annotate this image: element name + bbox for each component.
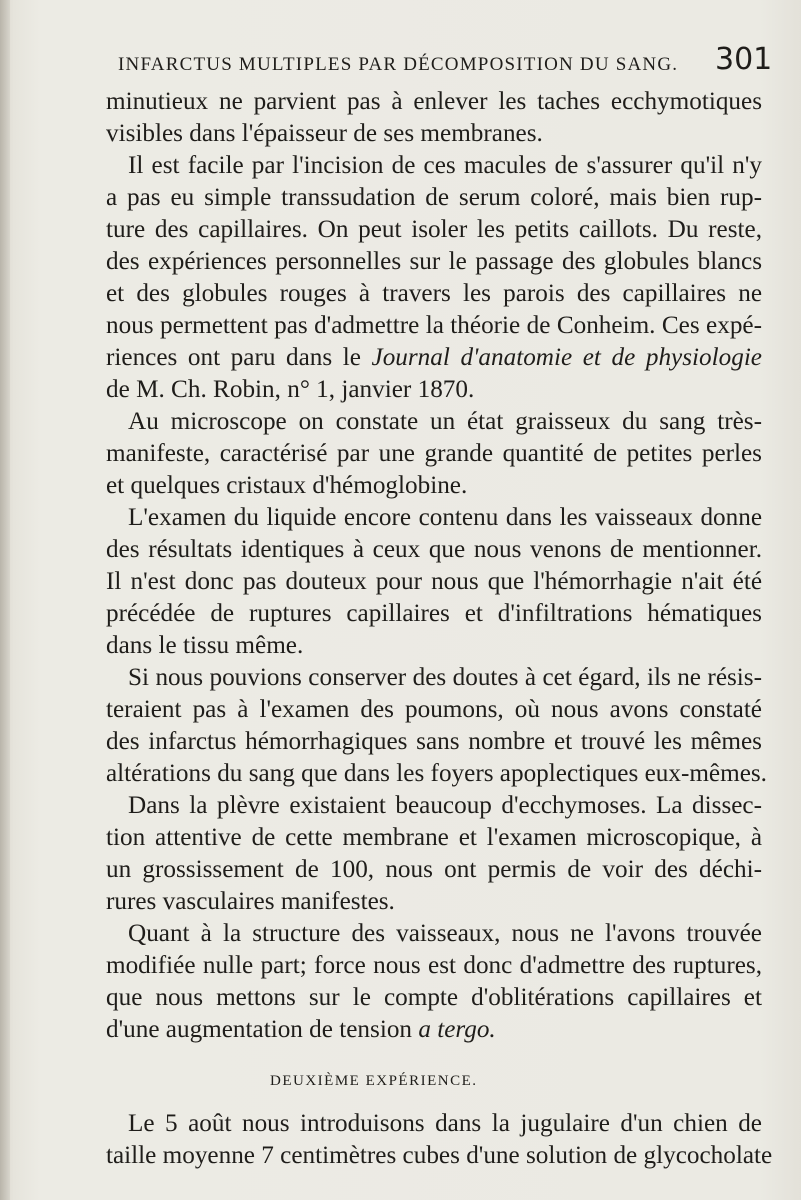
text-line: minutieux ne parvient pas à enlever les taches ecchymotiques: [106, 88, 762, 115]
text-line: Il est facile par l'incision de ces macules de s'assurer qu'il n'y: [128, 152, 762, 179]
text-line: rures vasculaires manifestes.: [106, 888, 395, 915]
text-line: [106, 1014, 762, 1046]
text-line: des infarctus hémorrhagiques sans nombre et trouvé les mêmes: [106, 728, 762, 755]
text-line: manifeste, caractérisé par une grande quantité de petites perles: [106, 440, 762, 467]
italic-phrase: a tergo.: [418, 1016, 496, 1043]
text-line: L'examen du liquide encore contenu dans les vaisseaux donne: [128, 504, 762, 531]
journal-title: Journal d'anatomie et de physiologie: [371, 344, 762, 371]
text-line: Il n'est donc pas douteux pour nous que l'hémorrhagie n'ait été: [106, 568, 762, 595]
text-segment: riences ont paru dans le: [106, 344, 372, 371]
text-line: des expériences personnelles sur le passage des globules blancs: [106, 248, 762, 275]
text-line: Quant à la structure des vaisseaux, nous ne l'avons trouvée: [128, 920, 762, 947]
text-line: Le 5 août nous introduisons dans la jugulaire d'un chien de: [128, 1110, 762, 1137]
page-number: 301: [715, 42, 773, 77]
text-line: tion attentive de cette membrane et l'examen microscopique, à: [106, 824, 762, 851]
text-line: un grossissement de 100, nous ont permis de voir des déchi-: [106, 856, 762, 883]
text-line: altérations du sang que dans les foyers apoplectiques eux-mêmes.: [106, 760, 767, 787]
text-line: et des globules rouges à travers les parois des capillaires ne: [106, 280, 762, 307]
text-line: dans le tissu même.: [106, 632, 304, 659]
text-line: et quelques cristaux d'hémoglobine.: [106, 472, 468, 499]
text-segment: d'une augmentation de tension: [106, 1016, 419, 1043]
text-line: précédée de ruptures capillaires et d'infiltrations hématiques: [106, 600, 762, 627]
text-line: Dans la plèvre existaient beaucoup d'ecchymoses. La dissec-: [128, 792, 762, 819]
text-line: nous permettent pas d'admettre la théorie de Conheim. Ces expé-: [106, 312, 762, 339]
text-line: visibles dans l'épaisseur de ses membranes.: [106, 120, 543, 147]
text-line: modifiée nulle part; force nous est donc d'admettre des ruptures,: [106, 952, 762, 979]
text-line: Si nous pouvions conserver des doutes à cet égard, ils ne résis-: [128, 664, 762, 691]
text-line: [106, 342, 762, 374]
section-heading: DEUXIÈME EXPÉRIENCE.: [270, 1073, 478, 1089]
running-header: INFARCTUS MULTIPLES PAR DÉCOMPOSITION DU SANG.: [118, 54, 679, 75]
text-line: ture des capillaires. On peut isoler les petits caillots. Du reste,: [106, 216, 762, 243]
text-line: de M. Ch. Robin, n° 1, janvier 1870.: [106, 376, 475, 403]
text-line: que nous mettons sur le compte d'oblitérations capillaires et: [106, 984, 762, 1011]
text-line: taille moyenne 7 centimètres cubes d'une solution de glycocholate: [106, 1142, 773, 1169]
page-binding-shadow: [0, 0, 10, 1200]
text-line: a pas eu simple transsudation de serum coloré, mais bien rup-: [106, 184, 762, 211]
text-line: Au microscope on constate un état graisseux du sang très-: [128, 408, 762, 435]
text-line: des résultats identiques à ceux que nous venons de mentionner.: [106, 536, 762, 563]
text-line: teraient pas à l'examen des poumons, où nous avons constaté: [106, 696, 762, 723]
